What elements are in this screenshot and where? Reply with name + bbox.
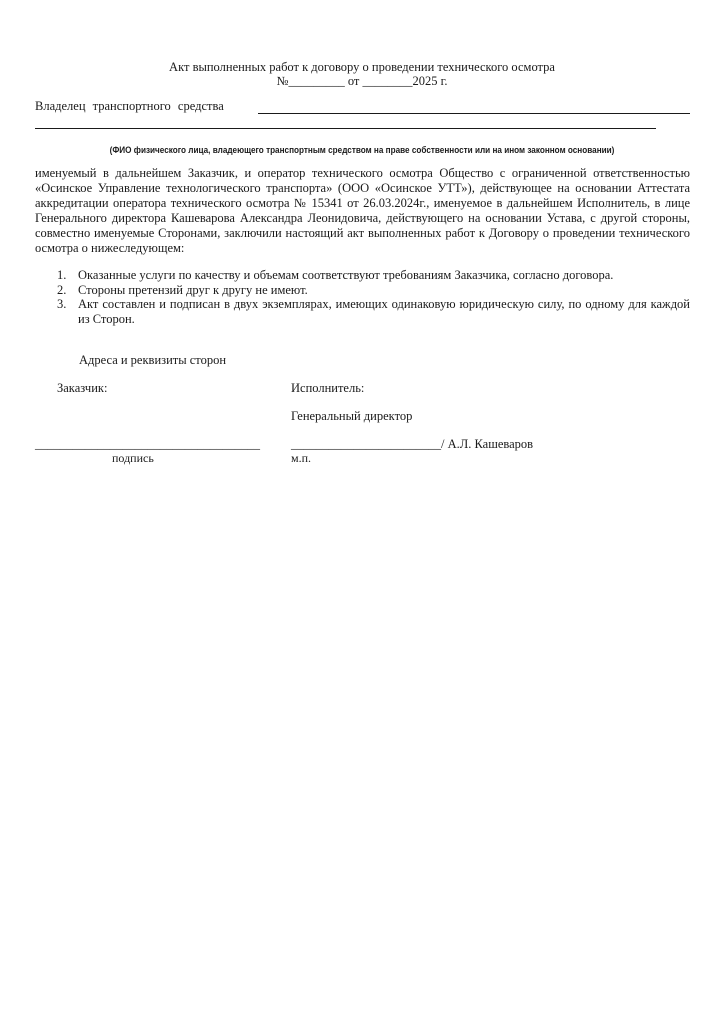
list-item-number: 1. — [57, 268, 67, 282]
customer-label: Заказчик: — [57, 381, 108, 395]
owner-label: Владелец транспортного средства — [35, 99, 224, 113]
document-number-date: №_________ от ________2025 г. — [276, 74, 448, 88]
executor-label: Исполнитель: — [291, 381, 365, 395]
owner-name-line-2 — [35, 128, 656, 129]
document-title: Акт выполненных работ к договору о проведении технического осмотра — [169, 60, 555, 74]
owner-caption: (ФИО физического лица, владеющего транспортным средством на праве собственности или на ином законном основании) — [109, 145, 615, 156]
owner-name-line — [258, 113, 690, 114]
executor-signature-line: ________________________/ А.Л. Кашеваров — [291, 437, 534, 451]
list-item-text: Стороны претензий друг к другу не имеют. — [78, 283, 308, 297]
list-item-number: 3. — [57, 297, 67, 311]
list-item-number: 2. — [57, 283, 67, 297]
list-item-text: Оказанные услуги по качеству и объемам соответствуют требованиям Заказчика, согласно договора. — [78, 268, 614, 282]
customer-signature-caption: подпись — [112, 451, 154, 465]
executor-stamp-caption: м.п. — [291, 451, 312, 465]
parties-heading: Адреса и реквизиты сторон — [79, 353, 227, 367]
body-paragraph: именуемый в дальнейшем Заказчик, и оператор технического осмотра Общество с ограниченной ответственностью «Осинское Управление технологического транспорта» (ООО «Осинское УТТ»), действующее на основании Аттестата аккредитации оператора технического осмотра № 15341 от 26.03.2024г., именуемое в дальнейшем Исполнитель, в лице Генерального директора Кашеварова Александра Леонидовича, действующего на основании Устава, с другой стороны, совместно именуемые Сторонами, заключили настоящий акт выполненных работ к Договору о проведении технического осмотра о нижеследующем: — [35, 166, 690, 255]
list-item-text: Акт составлен и подписан в двух экземплярах, имеющих одинаковую юридическую силу, по одному для каждой из Сторон. — [78, 297, 690, 326]
customer-signature-line: ____________________________________ — [35, 437, 260, 451]
executor-position: Генеральный директор — [291, 409, 413, 423]
